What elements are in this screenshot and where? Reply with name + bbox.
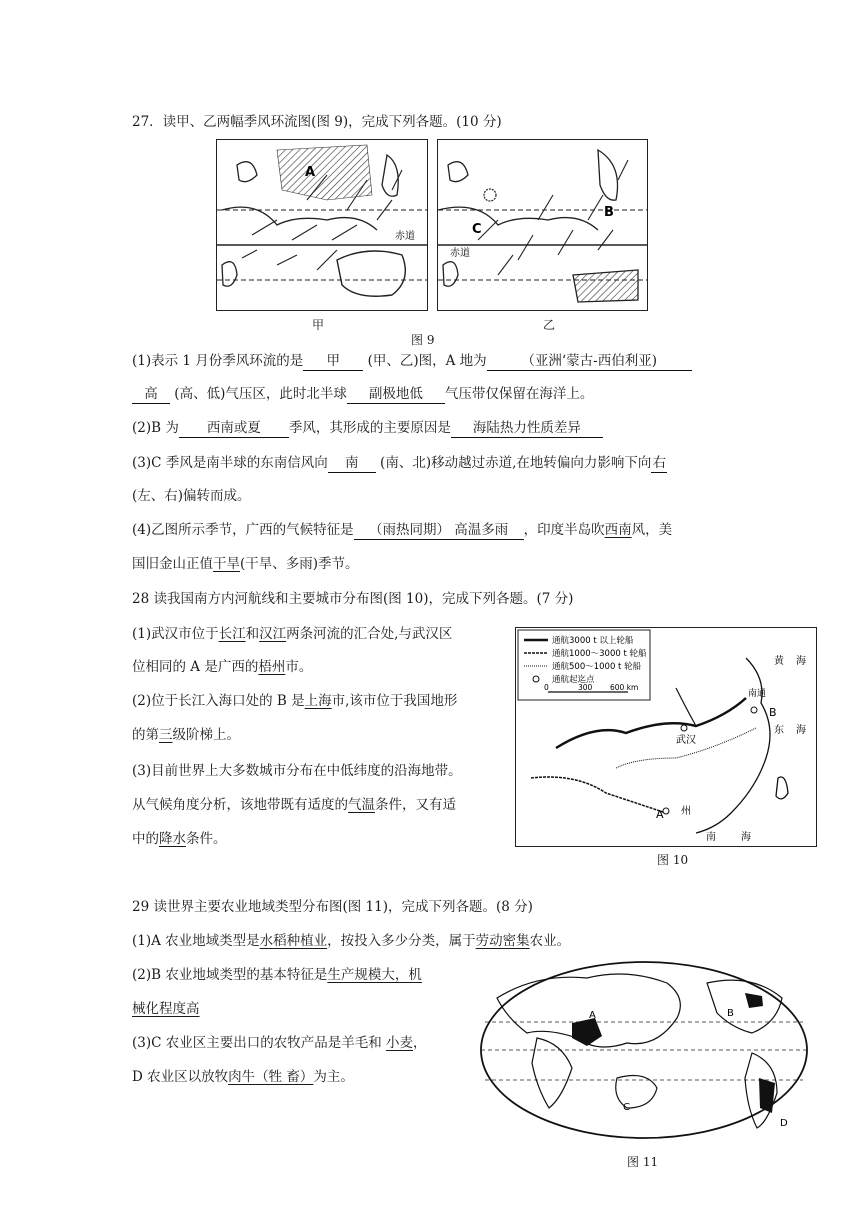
map-label-dong: 东 — [774, 725, 784, 736]
map-label-b: B — [604, 205, 614, 220]
q27-answer-3: 高 — [132, 385, 170, 404]
q28-answer-5: 三 — [159, 727, 173, 743]
q28-answer-1: 长江 — [218, 626, 246, 642]
map-label-d: D — [780, 1118, 788, 1129]
q29-answer-2: 劳动密集 — [475, 933, 530, 949]
q28-line-6: 从气候角度分析，该地带既有适度的气温条件，又有适 — [132, 797, 456, 813]
q27-line-2: 高 (高、低)气压区，此时北半球 副极地低 气压带仅保留在海洋上。 — [132, 384, 593, 404]
q27-answer-2: （亚洲‘蒙古-西伯利亚) — [487, 352, 692, 371]
figure-9-label-yi: 乙 — [543, 318, 556, 332]
map-label-hai2: 海 — [796, 725, 806, 736]
q27-line-4: (3)C 季风是南半球的东南信风向 南 (南、北)移动越过赤道,在地转偏向力影响下向右 — [132, 455, 667, 471]
q27-answer-10: 西南 — [604, 522, 632, 538]
map-label-b: B — [727, 1008, 734, 1019]
q29-answer-6: 肉牛（牲 畜） — [228, 1069, 314, 1085]
figure-11-map — [477, 958, 812, 1143]
map-label-wuhan: 武汉 — [676, 735, 696, 746]
q28-line-5: (3)目前世界上大多数城市分布在中低纬度的沿海地带。 — [132, 763, 462, 779]
map-label-a: A — [589, 1010, 596, 1021]
q27-answer-1: 甲 — [303, 352, 363, 371]
map-label-c: C — [472, 222, 482, 237]
q29-answer-1: 水稻种植业 — [259, 933, 328, 949]
map-label-huang: 黄 — [774, 656, 784, 667]
q29-line-4: (3)C 农业区主要出口的农牧产品是羊毛和 小麦， — [132, 1035, 427, 1051]
q28-answer-3: 梧州 — [258, 659, 286, 675]
figure-9-map-yi — [437, 139, 648, 311]
q28-line-2: 位相同的 A 是广西的梧州市。 — [132, 659, 313, 675]
q27-line-1: (1)表示 1 月份季风环流的是 甲 (甲、乙)图，A 地为 （亚洲‘蒙古-西伯利亚) — [132, 351, 692, 371]
q27-answer-9: （雨热同期） 高温多雨 — [354, 521, 524, 540]
map-label-c: C — [623, 1102, 630, 1113]
figure-9-label-jia: 甲 — [312, 318, 325, 332]
map-label-nan: 南 — [706, 832, 716, 843]
figure-9-map-jia — [216, 139, 428, 311]
map-label-equator-right: 赤道 — [450, 248, 470, 259]
q28-answer-6: 气温 — [348, 797, 375, 813]
scale-0: 0 — [544, 683, 549, 692]
figure-10-map-drawing — [516, 628, 816, 846]
q29-answer-3: 生产规模大，机 — [327, 967, 422, 983]
figure-9-map-yi-drawing — [438, 140, 647, 310]
figure-11-caption: 图 11 — [627, 1155, 659, 1169]
q27-line-6: (4)乙图所示季节，广西的气候特征是 （雨热同期） 高温多雨 ，印度半岛吹西南风，美 — [132, 522, 673, 538]
q27-answer-8: 右 — [652, 455, 667, 471]
q28-line-7: 中的降水条件。 — [132, 831, 227, 847]
map-label-hai: 海 — [796, 656, 806, 667]
legend-item-3: 通航500～1000 t 轮船 — [552, 662, 642, 672]
scale-600: 600 km — [610, 683, 639, 692]
q29-answer-4: 械化程度高 — [132, 1001, 200, 1017]
q28-line-3: (2)位于长江入海口处的 B 是上海市,该市位于我国地形 — [132, 693, 458, 709]
figure-10-caption: 图 10 — [657, 853, 689, 867]
q27-answer-7: 南 — [328, 454, 376, 473]
map-label-zhou: 州 — [681, 806, 691, 817]
map-label-nantong: 南通 — [748, 689, 767, 699]
scale-300: 300 — [578, 683, 593, 692]
figure-9-caption: 图 9 — [411, 333, 435, 347]
legend-item-4: 通航起迄点 — [552, 675, 595, 685]
q28-line-4: 的第三级阶梯上。 — [132, 727, 240, 743]
map-label-a: A — [656, 808, 664, 821]
figure-10-map — [515, 627, 817, 847]
q29-answer-5: 小麦 — [386, 1035, 414, 1051]
q27-line-5: (左、右)偏转而成。 — [132, 488, 251, 504]
q28-answer-2: 汉江 — [259, 626, 287, 642]
q29-line-3 — [132, 999, 200, 1019]
q29-line-5: D 农业区以放牧肉牛（牲 畜）为主。 — [132, 1069, 354, 1085]
map-label-hai3: 海 — [741, 832, 751, 843]
q27-answer-6: 海陆热力性质差异 — [451, 419, 603, 438]
q27-answer-5: 西南或夏 — [179, 419, 289, 438]
map-label-equator-left: 赤道 — [395, 231, 415, 242]
q29-line-2: (2)B 农业地域类型的基本特征是生产规模大，机 — [132, 967, 422, 983]
q29-line-1: (1)A 农业地域类型是水稻种植业，按投入多少分类，属于劳动密集农业。 — [132, 933, 571, 949]
q28-line-1: (1)武汉市位于长江和汉江两条河流的汇合处,与武汉区 — [132, 626, 453, 642]
q27-title: 27．读甲、乙两幅季风环流图(图 9)，完成下列各题。(10 分) — [132, 114, 502, 130]
q29-title: 29 读世界主要农业地域类型分布图(图 11)，完成下列各题。(8 分) — [132, 899, 533, 915]
q27-answer-11: 干旱 — [213, 556, 240, 572]
q28-answer-7: 降水 — [159, 831, 186, 847]
map-label-b: B — [769, 706, 777, 719]
q27-line-7: 国旧金山正值干旱(干旱、多雨)季节。 — [132, 556, 359, 572]
legend-item-1: 通航3000 t 以上轮船 — [552, 636, 634, 646]
legend-item-2: 通航1000～3000 t 轮船 — [552, 649, 647, 659]
figure-11-map-drawing — [477, 958, 812, 1143]
figure-9-map-jia-drawing — [217, 140, 427, 310]
q27-answer-4: 副极地低 — [347, 385, 445, 404]
map-label-a: A — [305, 165, 316, 180]
q27-line-3: (2)B 为 西南或夏 季风，其形成的主要原因是 海陆热力性质差异 — [132, 418, 603, 438]
q28-title: 28 读我国南方内河航线和主要城市分布图(图 10)，完成下列各题。(7 分) — [132, 591, 574, 607]
q28-answer-4: 上海 — [304, 693, 332, 709]
